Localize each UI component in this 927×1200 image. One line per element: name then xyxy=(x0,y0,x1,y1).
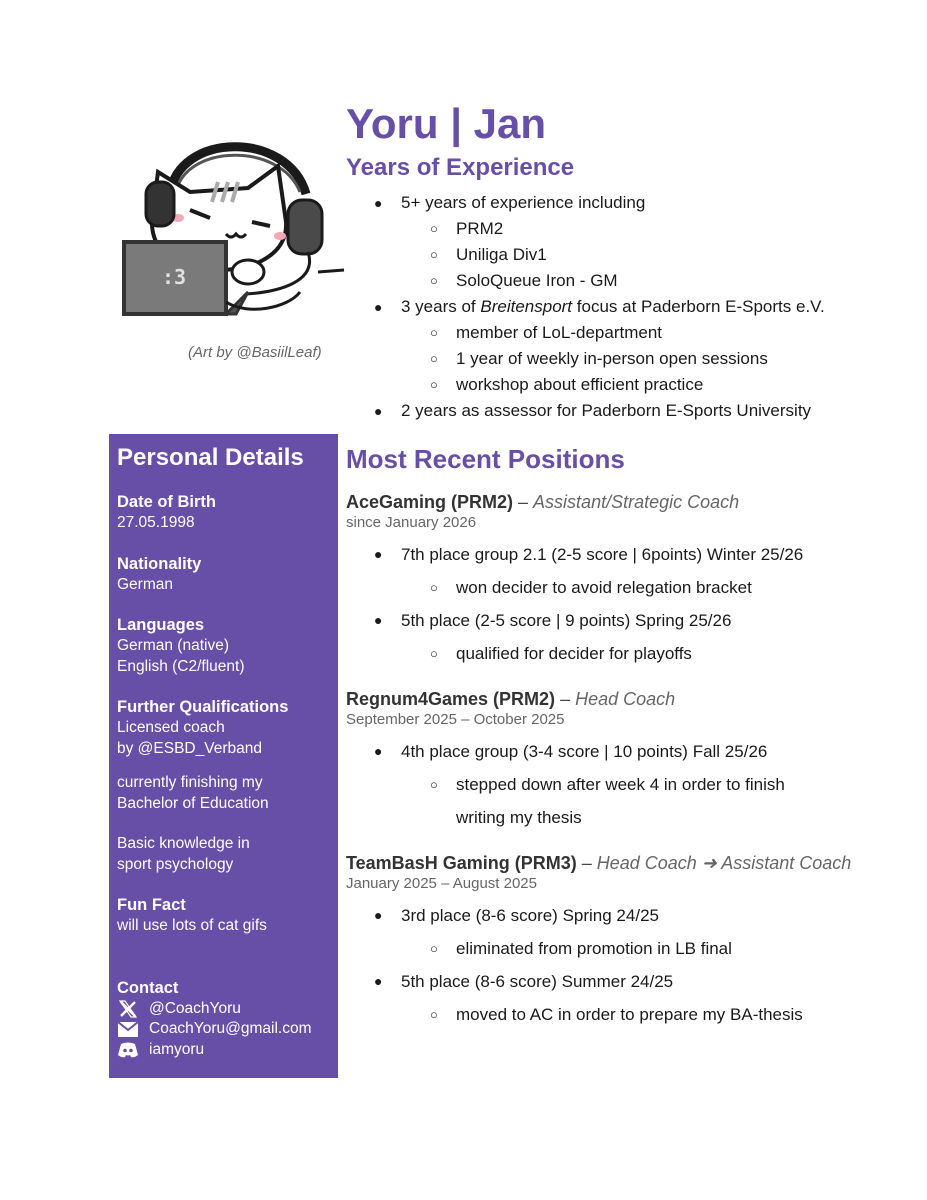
experience-heading: Years of Experience xyxy=(346,154,575,181)
experience-item: ● 3 years of Breitensport focus at Paderborn E-Sports e.V. ○ member of LoL-department ○ 1 year of weekly in-person open sessions ○ workshop about efficient practice xyxy=(346,294,906,398)
result-subitem-continued: writing my thesis xyxy=(456,808,582,827)
circle-bullet-icon: ○ xyxy=(430,646,438,661)
result-subitem: ○ qualified for decider for playoffs xyxy=(401,637,906,670)
position-date: September 2025 – October 2025 xyxy=(346,711,565,728)
qualification-line: Basic knowledge in xyxy=(117,835,250,852)
personal-details-sidebar xyxy=(109,434,338,1078)
fun-fact-value: will use lots of cat gifs xyxy=(117,917,267,934)
position-date: January 2025 – August 2025 xyxy=(346,875,537,892)
result-item: ● 5th place (2-5 score | 9 points) Spring 25/26 ○ qualified for decider for playoffs xyxy=(346,604,906,670)
experience-subitem: ○ Uniliga Div1 xyxy=(401,242,906,268)
circle-bullet-icon: ○ xyxy=(430,247,438,262)
x-icon xyxy=(117,1000,139,1018)
language-item: German (native) xyxy=(117,637,229,654)
circle-bullet-icon: ○ xyxy=(430,273,438,288)
experience-subitem: ○ SoloQueue Iron - GM xyxy=(401,268,906,294)
contact-discord[interactable]: iamyoru xyxy=(117,1040,330,1061)
result-item: ● 3rd place (8-6 score) Spring 24/25 ○ eliminated from promotion in LB final xyxy=(346,899,906,965)
circle-bullet-icon: ○ xyxy=(430,777,438,792)
experience-item: ● 5+ years of experience including ○ PRM2 ○ Uniliga Div1 ○ SoloQueue Iron - GM xyxy=(346,190,906,294)
result-item: ● 4th place group (3-4 score | 10 points) Fall 25/26 ○ stepped down after week 4 in order to finish writing my thesis xyxy=(346,735,906,834)
qualifications-label: Further Qualifications xyxy=(117,698,289,716)
result-subitem: ○ eliminated from promotion in LB final xyxy=(401,932,906,965)
bullet-icon: ● xyxy=(374,299,383,315)
discord-icon xyxy=(117,1041,139,1059)
positions-heading: Most Recent Positions xyxy=(346,444,625,474)
position-entry xyxy=(346,852,906,1031)
avatar-cat-illustration xyxy=(118,122,346,352)
position-date: since January 2026 xyxy=(346,514,477,531)
circle-bullet-icon: ○ xyxy=(430,221,438,236)
bullet-icon: ● xyxy=(374,743,383,759)
experience-subitem: ○ workshop about efficient practice xyxy=(401,372,906,398)
bullet-icon: ● xyxy=(374,195,383,211)
result-item: ● 5th place (8-6 score) Summer 24/25 ○ moved to AC in order to prepare my BA-thesis xyxy=(346,965,906,1031)
position-entry xyxy=(346,688,906,834)
bullet-icon: ● xyxy=(374,403,383,419)
mail-icon xyxy=(117,1020,139,1038)
result-subitem: ○ stepped down after week 4 in order to finish xyxy=(401,768,906,801)
circle-bullet-icon: ○ xyxy=(430,941,438,956)
circle-bullet-icon: ○ xyxy=(430,351,438,366)
qualification-line: by @ESBD_Verband xyxy=(117,739,262,757)
nationality-label: Nationality xyxy=(117,554,202,573)
position-entry xyxy=(346,491,906,670)
dob-value: 27.05.1998 xyxy=(117,514,195,531)
circle-bullet-icon: ○ xyxy=(430,1007,438,1022)
qualification-line: Licensed coach xyxy=(117,719,225,736)
qualification-line: currently finishing my xyxy=(117,774,263,791)
result-item: ● 7th place group 2.1 (2-5 score | 6points) Winter 25/26 ○ won decider to avoid relegation bracket xyxy=(346,538,906,604)
team-name: Regnum4Games (PRM2) xyxy=(346,689,556,709)
qualification-line: Bachelor of Education xyxy=(117,794,269,812)
role-name: Head Coach ➜ Assistant Coach xyxy=(596,853,852,873)
position-title: Regnum4Games (PRM2) – Head Coach xyxy=(346,689,676,709)
bullet-icon: ● xyxy=(374,907,383,923)
contact-email[interactable]: CoachYoru@gmail.com xyxy=(117,1019,330,1040)
result-subitem: ○ won decider to avoid relegation bracket xyxy=(401,571,906,604)
circle-bullet-icon: ○ xyxy=(430,580,438,595)
art-credit: (Art by @BasiilLeaf) xyxy=(188,344,322,361)
bullet-icon: ● xyxy=(374,546,383,562)
svg-text::3: :3 xyxy=(162,265,187,289)
experience-subitem: ○ PRM2 xyxy=(401,216,906,242)
circle-bullet-icon: ○ xyxy=(430,377,438,392)
bullet-icon: ● xyxy=(374,612,383,628)
result-subitem: ○ moved to AC in order to prepare my BA-thesis xyxy=(401,998,906,1031)
team-name: AceGaming (PRM2) xyxy=(346,492,514,512)
contact-x[interactable]: @CoachYoru xyxy=(117,999,330,1020)
personal-details-heading: Personal Details xyxy=(117,444,304,471)
page-title: Yoru | Jan xyxy=(346,100,547,147)
qualification-line: sport psychology xyxy=(117,855,234,873)
contact-label: Contact xyxy=(117,978,179,997)
experience-item: ● 2 years as assessor for Paderborn E-Sports University xyxy=(346,398,906,424)
position-title: AceGaming (PRM2) – Assistant/Strategic Coach xyxy=(346,492,740,512)
fun-fact-label: Fun Fact xyxy=(117,896,186,914)
role-name: Head Coach xyxy=(575,689,676,709)
languages-label: Languages xyxy=(117,616,205,634)
dob-label: Date of Birth xyxy=(117,493,216,511)
experience-subitem: ○ member of LoL-department xyxy=(401,320,906,346)
experience-subitem: ○ 1 year of weekly in-person open sessions xyxy=(401,346,906,372)
experience-list xyxy=(346,190,906,424)
role-name: Assistant/Strategic Coach xyxy=(533,492,740,512)
nationality-value: German xyxy=(117,575,173,593)
circle-bullet-icon: ○ xyxy=(430,325,438,340)
language-item: English (C2/fluent) xyxy=(117,657,245,675)
team-name: TeamBasH Gaming (PRM3) xyxy=(346,853,577,873)
position-title: TeamBasH Gaming (PRM3) – Head Coach ➜ Assistant Coach xyxy=(346,853,852,873)
bullet-icon: ● xyxy=(374,973,383,989)
